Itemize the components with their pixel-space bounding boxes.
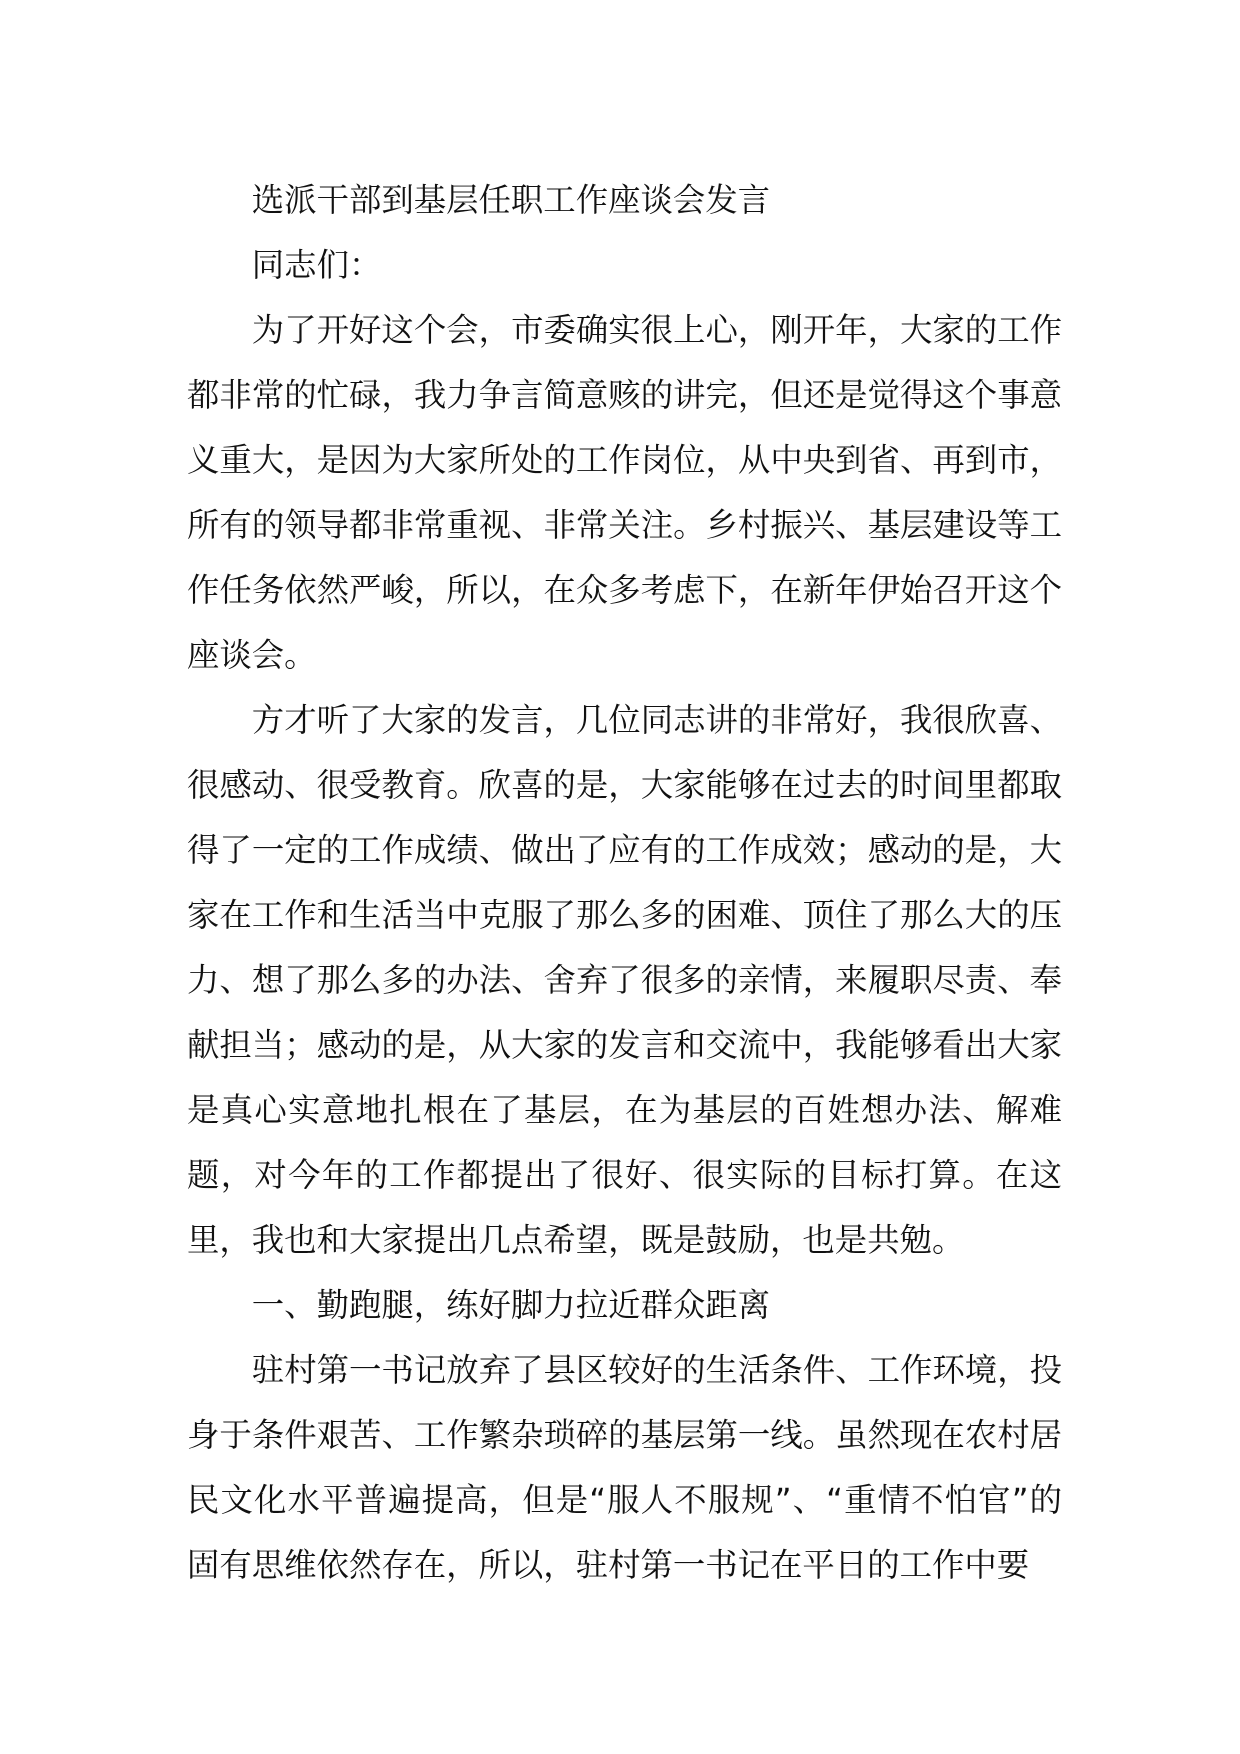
document-title: 选派干部到基层任职工作座谈会发言 — [251, 181, 771, 219]
salutation: 同志们： — [251, 246, 382, 284]
body-paragraph: 驻村第一书记放弃了县区较好的生活条件、工作环境，投身于条件艰苦、工作繁杂琐碎的基层第一线。虽然现在农村居民文化水平普遍提高，但是“服人不服规”、“重情不怕官”的固有思维依然存在，所以，驻村第一书记在平日的工作中要 — [187, 1351, 1062, 1584]
document-body — [187, 168, 1062, 1598]
body-paragraph: 为了开好这个会，市委确实很上心，刚开年，大家的工作都非常的忙碌，我力争言简意赅的讲完，但还是觉得这个事意义重大，是因为大家所处的工作岗位，从中央到省、再到市，所有的领导都非常重视、非常关注。乡村振兴、基层建设等工作任务依然严峻，所以，在众多考虑下，在新年伊始召开这个座谈会。 — [187, 311, 1062, 674]
section-heading: 一、勤跑腿，练好脚力拉近群众距离 — [251, 1286, 771, 1324]
body-paragraph: 方才听了大家的发言，几位同志讲的非常好，我很欣喜、很感动、很受教育。欣喜的是，大家能够在过去的时间里都取得了一定的工作成绩、做出了应有的工作成效；感动的是，大家在工作和生活当中克服了那么多的困难、顶住了那么大的压力、想了那么多的办法、舍弃了很多的亲情，来履职尽责、奉献担当；感动的是，从大家的发言和交流中，我能够看出大家是真心实意地扎根在了基层，在为基层的百姓想办法、解难题，对今年的工作都提出了很好、很实际的目标打算。在这里，我也和大家提出几点希望，既是鼓励，也是共勉。 — [187, 701, 1062, 1259]
